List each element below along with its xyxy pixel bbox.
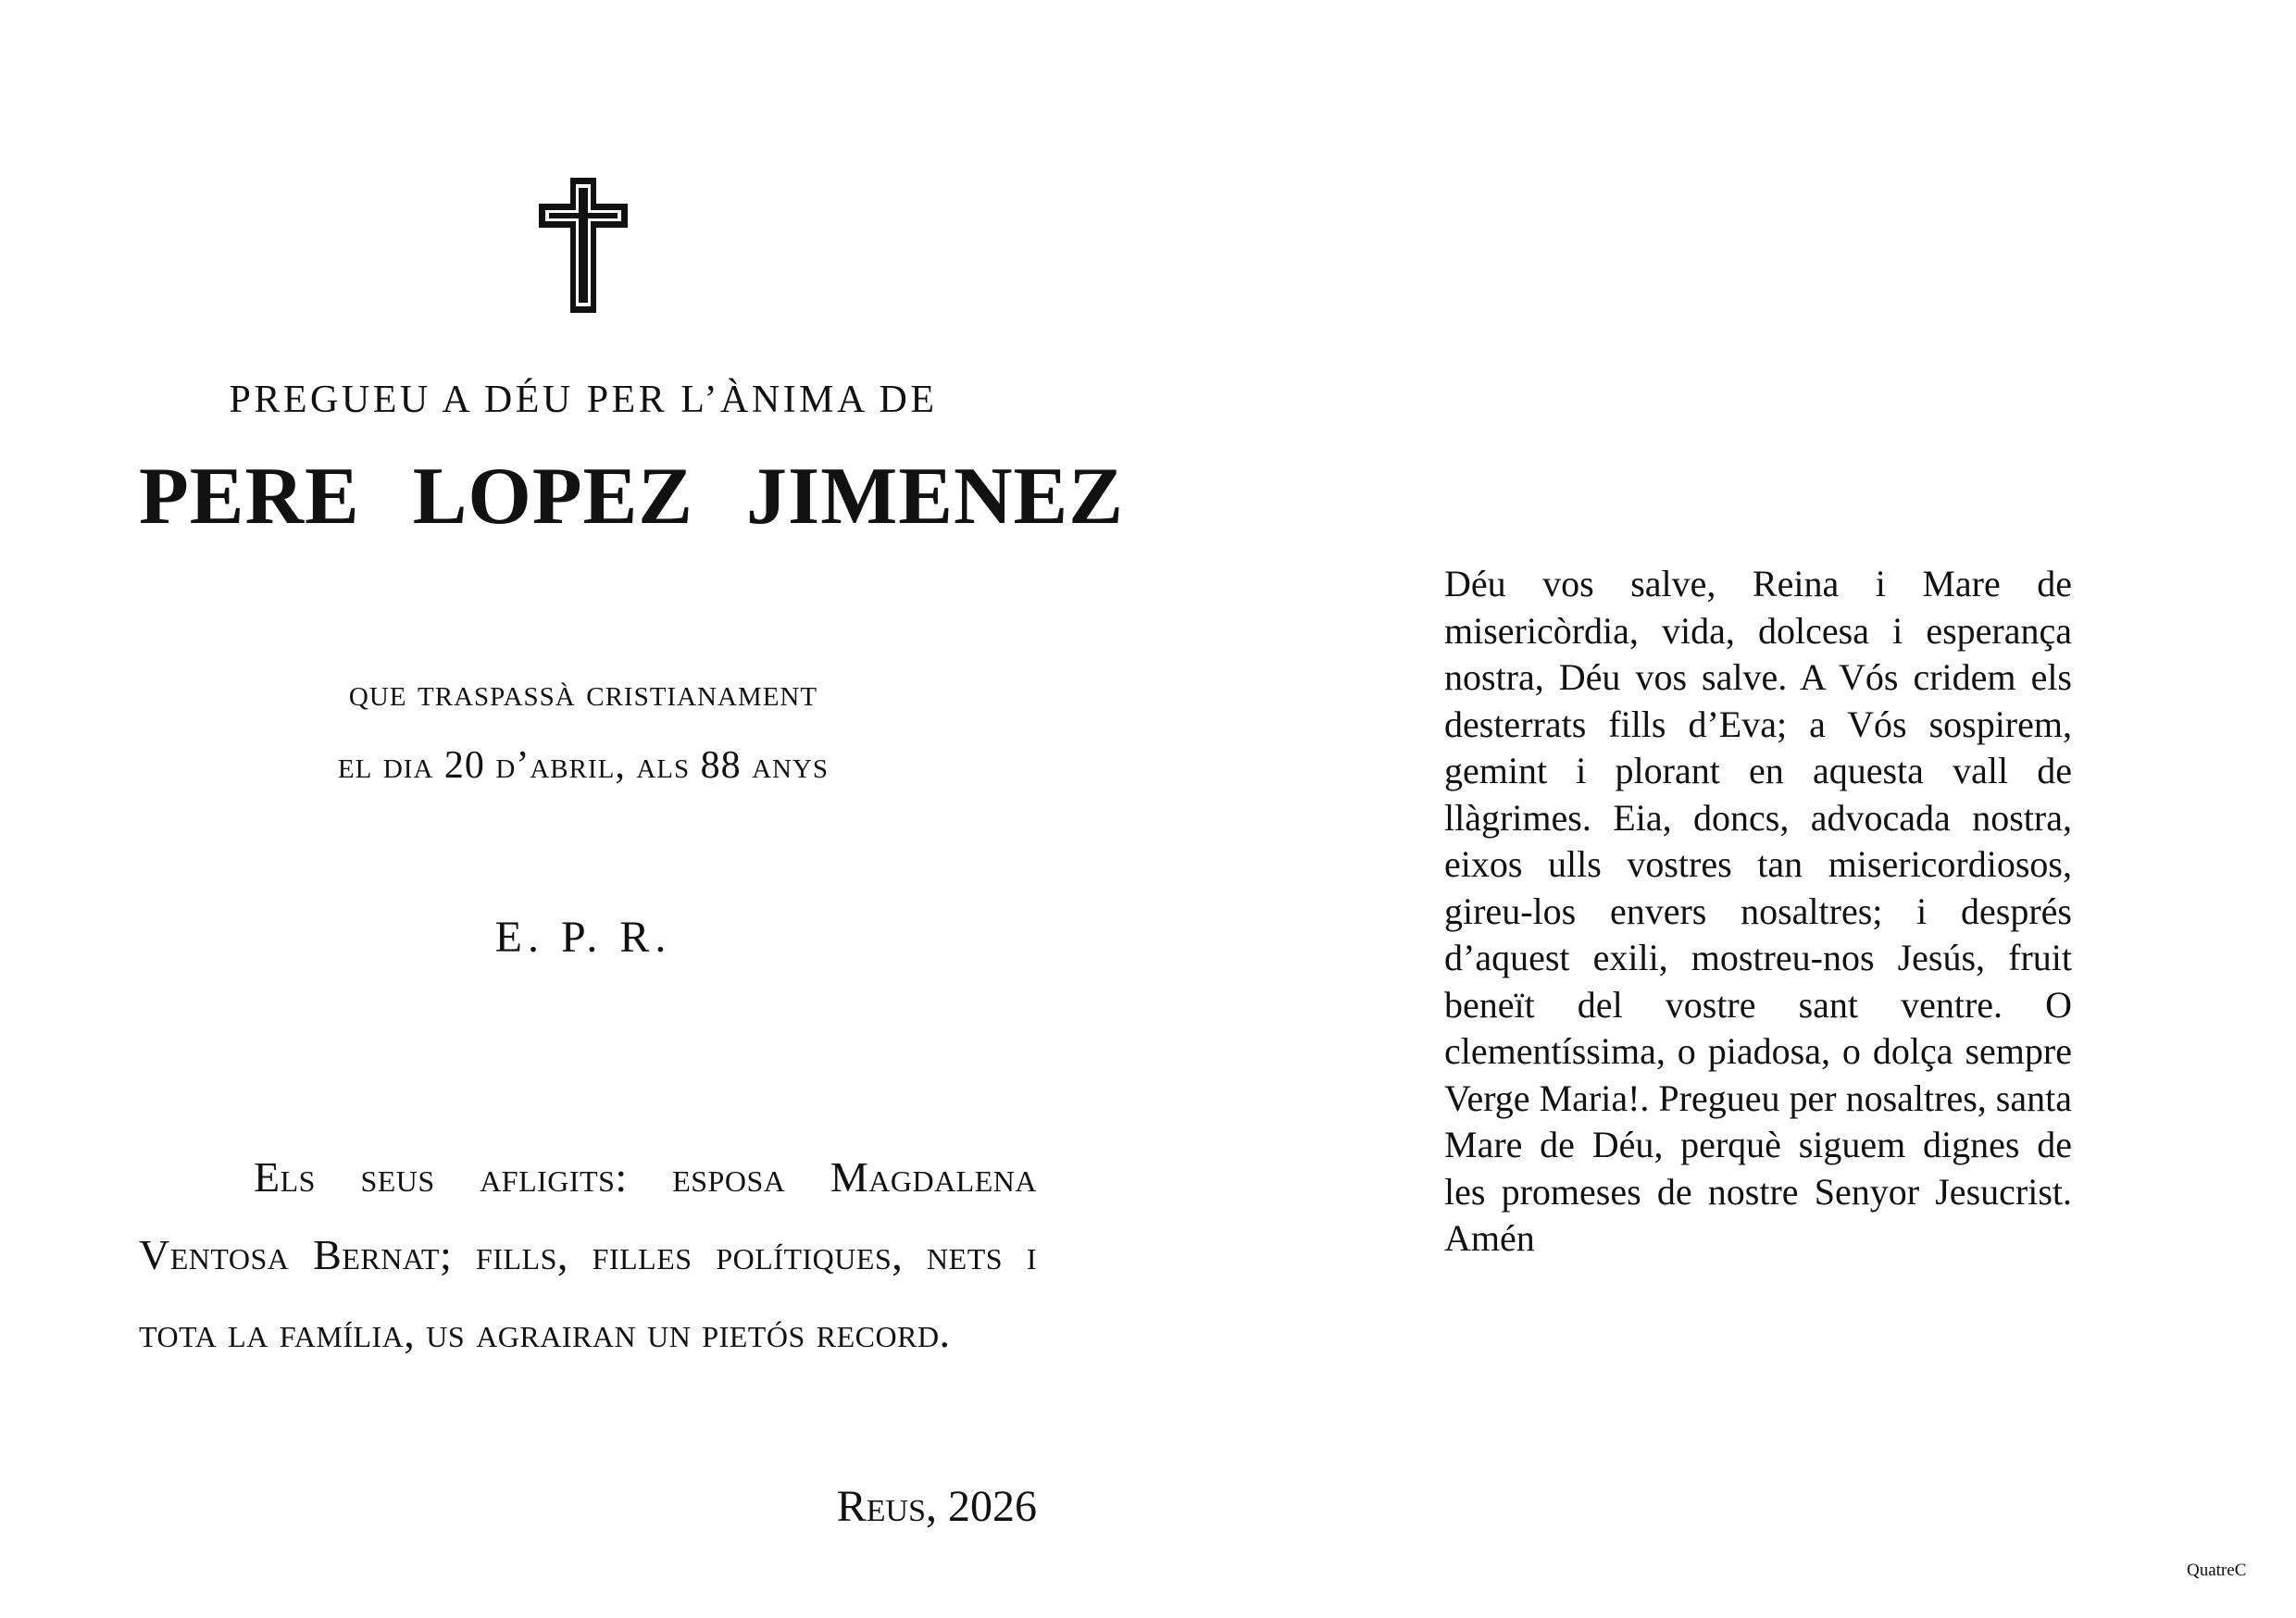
printer-mark: QuatreC xyxy=(2187,1561,2247,1580)
rest-in-peace-abbreviation: E. P. R. xyxy=(494,913,672,962)
pray-for-soul-line: PREGUEU A DÉU PER L’ÀNIMA DE xyxy=(229,379,938,421)
salve-regina-prayer: Déu vos salve, Reina i Mare de misericòrdia, vida, dolcesa i esperança nostra, Déu vos salve. A Vós cridem els desterrats fills d’Eva; a Vós sospirem, gemint i plorant en aquesta vall de llàgrimes. Eia, doncs, advocada nostra, eixos ulls vostres tan misericordiosos, gireu-los envers nosaltres; i després d’aquest exili, mostreu-nos Jesús, fruit beneït del vostre sant ventre. O clementíssima, o piadosa, o dolça sempre Verge Maria!. Pregueu per nosaltres, santa Mare de Déu, perquè siguem dignes de les promeses de nostre Senyor Jesucrist. Amén xyxy=(1444,563,2072,1259)
place-and-year: Reus, 2026 xyxy=(836,1482,1037,1531)
death-info-line-2: el dia 20 d’abril, als 88 anys xyxy=(337,744,830,787)
memorial-left-panel xyxy=(139,176,1124,1564)
latin-cross-icon xyxy=(537,176,630,315)
deceased-name: PERE LOPEZ JIMENEZ xyxy=(139,452,1124,541)
mourners-paragraph: Els seus afligits: esposa Magdalena Ventosa Bernat; fills, filles polítiques, nets i tota la família, us agrairan un pietós record. xyxy=(139,1153,1037,1356)
death-info xyxy=(139,657,1028,802)
memorial-right-panel xyxy=(1444,561,2072,1263)
death-info-line-1: que traspassà cristianament xyxy=(348,672,818,715)
